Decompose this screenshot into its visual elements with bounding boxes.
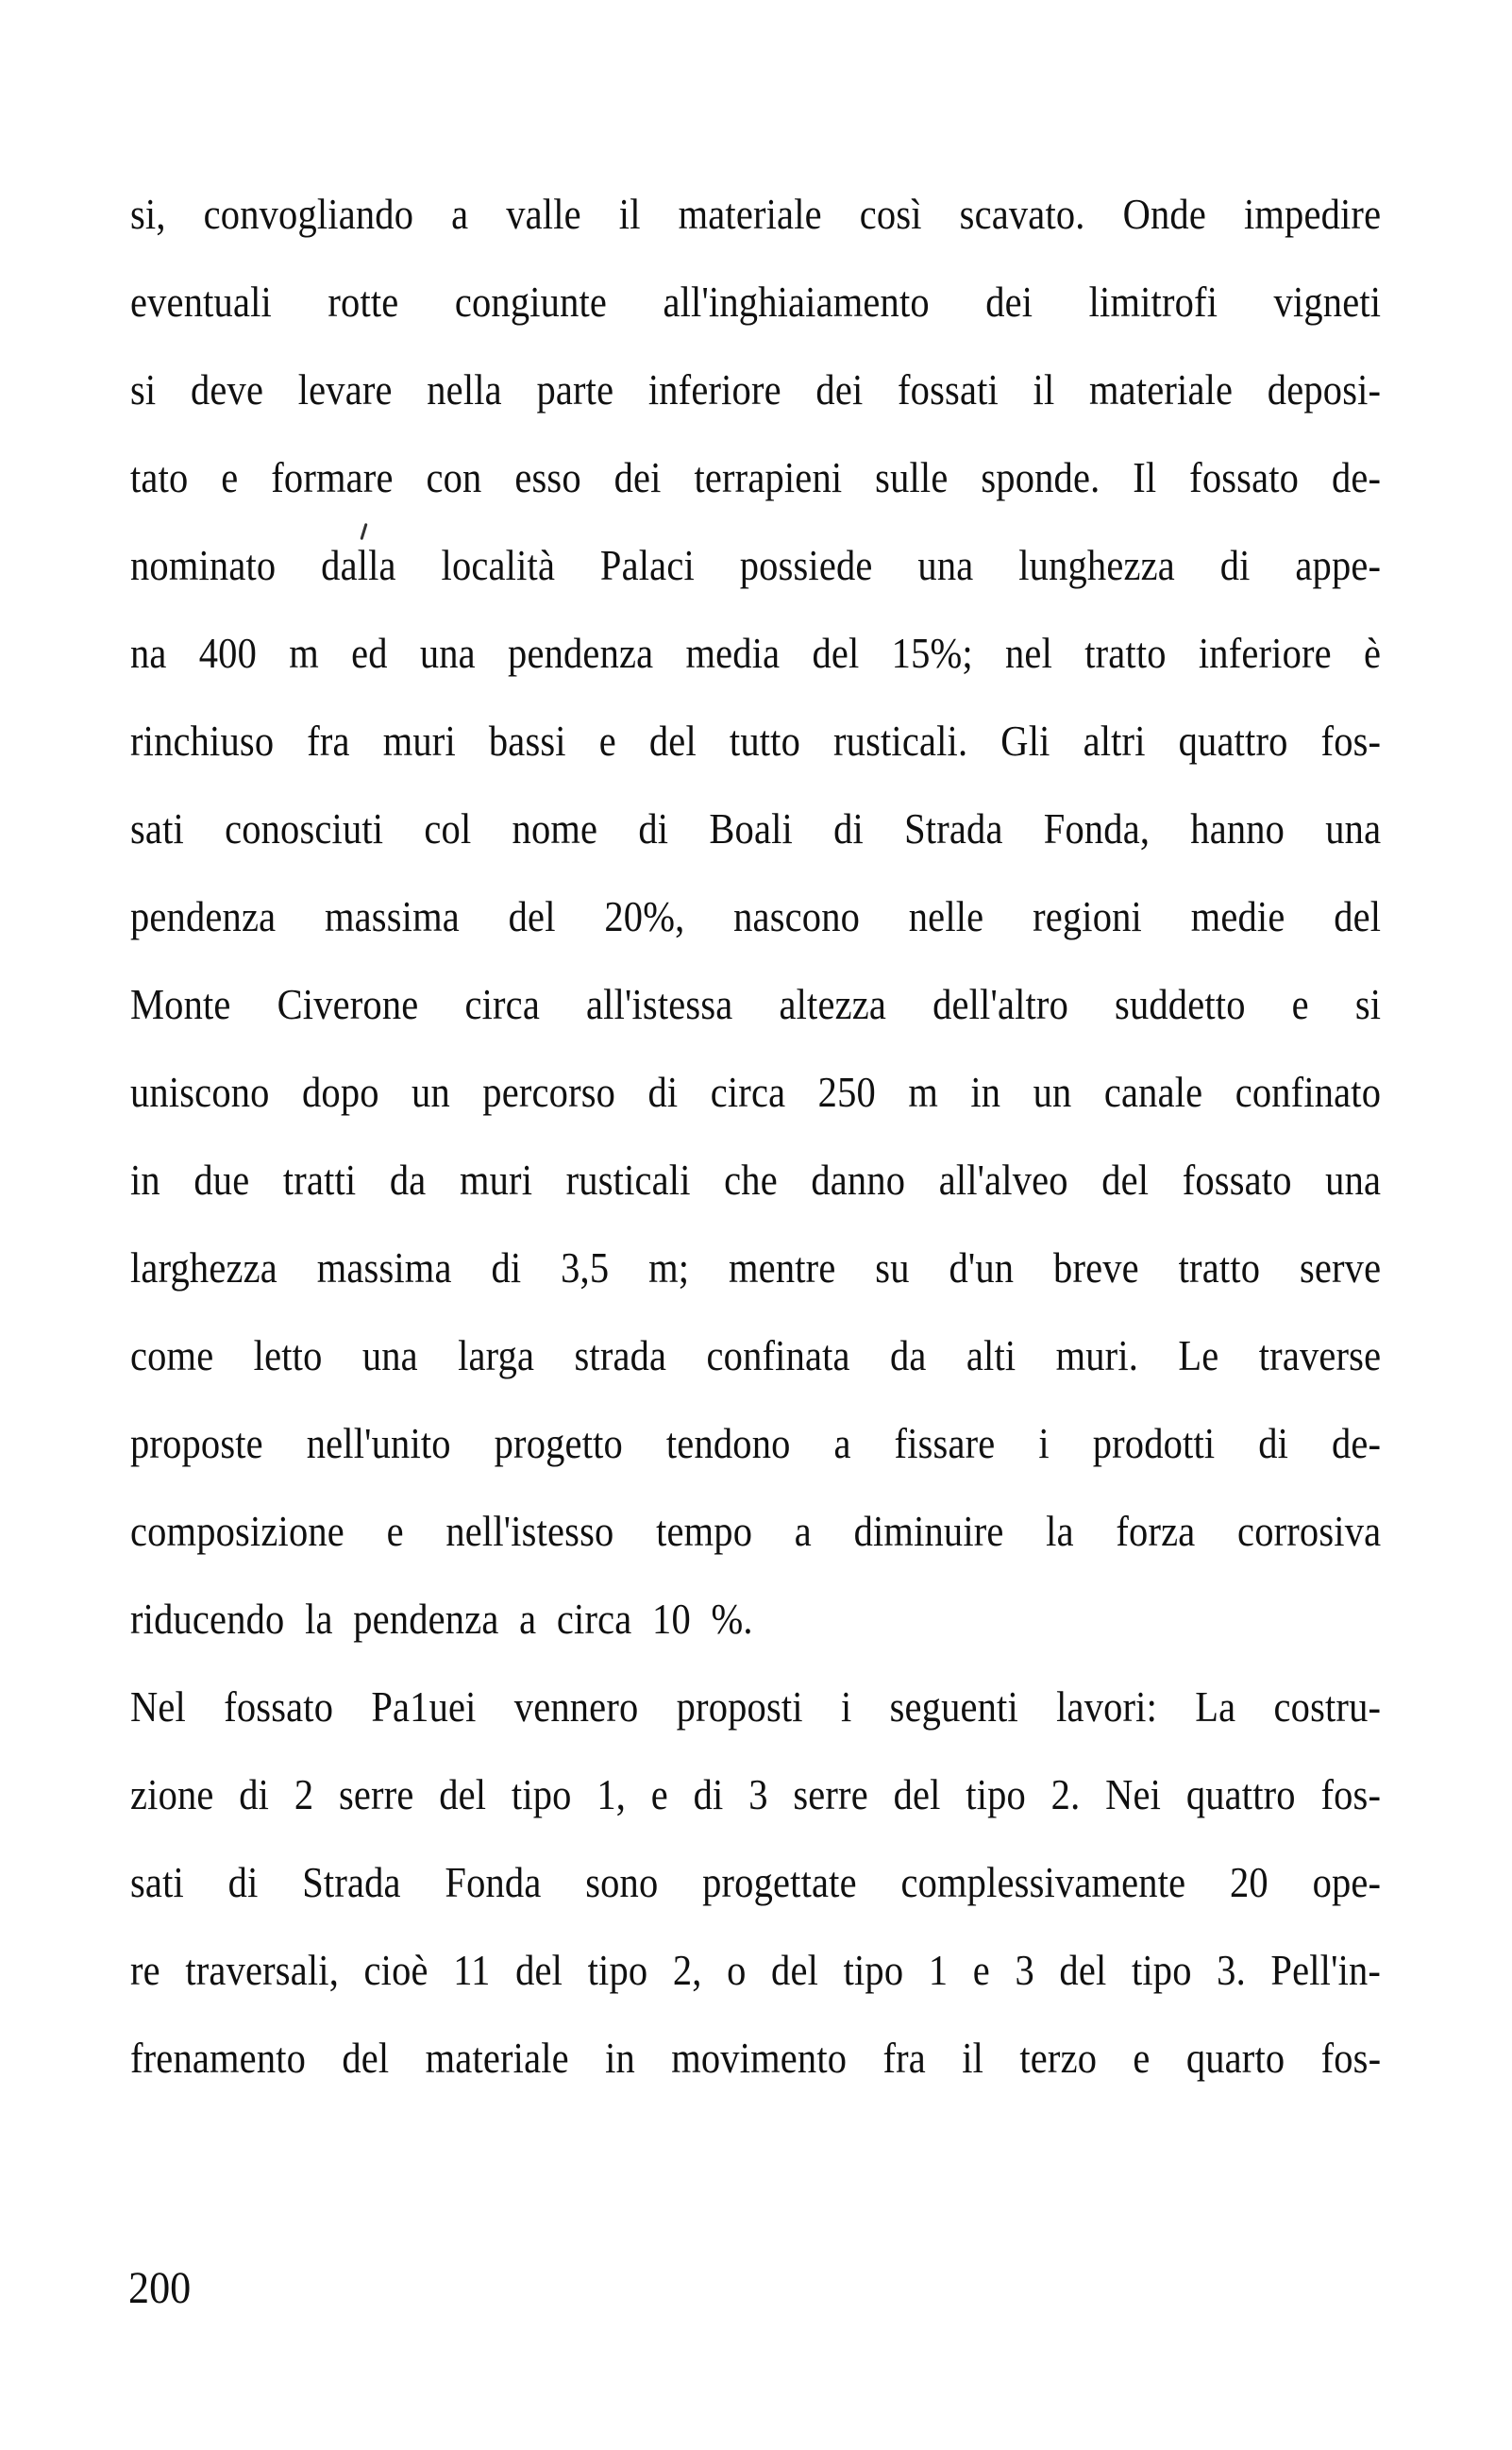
text-line: re traversali, cioè 11 del tipo 2, o del tipo 1 e 3 del tipo 3. Pell'in- — [130, 1946, 1382, 1994]
text-block — [130, 170, 1381, 2102]
text-line: eventuali rotte congiunte all'inghiaiamento dei limitrofi vigneti — [130, 278, 1382, 326]
text-line: in due tratti da muri rusticali che danno all'alveo del fossato una — [130, 1156, 1382, 1204]
text-line: tato e formare con esso dei terrapieni sulle sponde. Il fossato de- — [130, 453, 1382, 501]
page-number: 200 — [128, 2263, 192, 2313]
text-line: rinchiuso fra muri bassi e del tutto rusticali. Gli altri quattro fos- — [130, 717, 1382, 765]
text-line: composizione e nell'istesso tempo a diminuire la forza corrosiva — [130, 1507, 1382, 1555]
text-line: na 400 m ed una pendenza media del 15%; nel tratto inferiore è — [130, 629, 1382, 677]
text-line: si deve levare nella parte inferiore dei fossati il materiale deposi- — [130, 365, 1382, 414]
text-line: frenamento del materiale in movimento fra il terzo e quarto fos- — [130, 2034, 1382, 2082]
text-line: zione di 2 serre del tipo 1, e di 3 serre del tipo 2. Nei quattro fos- — [130, 1770, 1382, 1818]
text-line: si, convogliando a valle il materiale così scavato. Onde impedire — [130, 190, 1382, 238]
text-line: sati conosciuti col nome di Boali di Strada Fonda, hanno una — [130, 804, 1382, 853]
text-line: uniscono dopo un percorso di circa 250 m in un canale confinato — [130, 1068, 1382, 1116]
text-line: sati di Strada Fonda sono progettate complessivamente 20 ope- — [130, 1858, 1382, 1906]
text-line: pendenza massima del 20%, nascono nelle regioni medie del — [130, 892, 1382, 940]
text-line: come letto una larga strada confinata da alti muri. Le traverse — [130, 1331, 1382, 1379]
text-line: larghezza massima di 3,5 m; mentre su d'un breve tratto serve — [130, 1243, 1382, 1292]
text-line: proposte nell'unito progetto tendono a fissare i prodotti di de- — [130, 1419, 1382, 1467]
text-line: riducendo la pendenza a circa 10 %. — [130, 1595, 753, 1643]
text-line: nominato dalla località Palaci possiede una lunghezza di appe- — [130, 541, 1382, 589]
text-line: Monte Civerone circa all'istessa altezza dell'altro suddetto e si — [130, 980, 1382, 1028]
text-line: Nel fossato Pa1uei vennero proposti i seguenti lavori: La costru- — [130, 1682, 1382, 1731]
